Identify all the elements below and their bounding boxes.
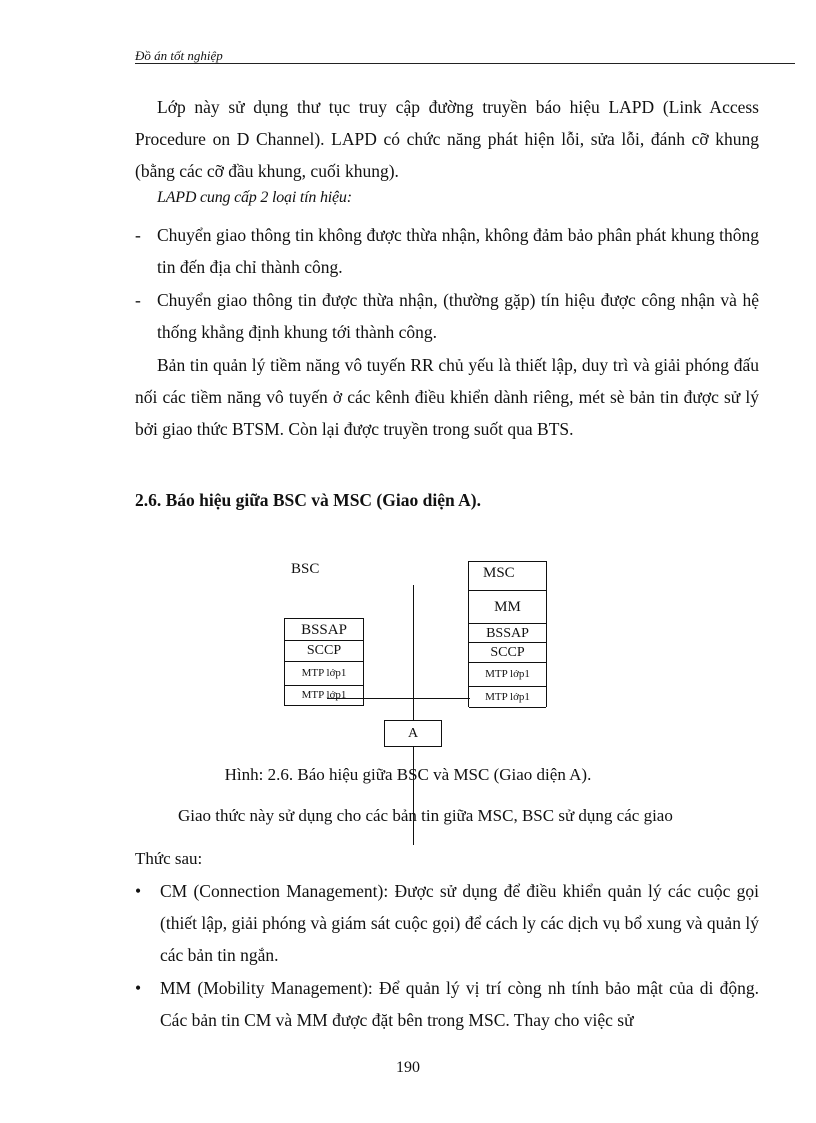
interface-a-label: A [407, 726, 419, 741]
lapd-signal-types-heading: LAPD cung cấp 2 loại tín hiệu: [157, 189, 352, 206]
dash-marker: - [135, 290, 141, 310]
bsc-mtp-layer: MTP lớp1 [285, 685, 363, 706]
interface-horizontal-line [327, 698, 470, 699]
dash-marker: - [135, 225, 141, 245]
bsc-stack [284, 618, 364, 706]
msc-bssap-layer: BSSAP [469, 623, 546, 642]
bsc-bssap-layer: BSSAP [301, 622, 347, 638]
list-item [135, 219, 759, 283]
list-item [135, 972, 759, 1036]
msc-mtp-layer: MTP lớp1 [469, 686, 546, 708]
bullet-marker: • [135, 978, 142, 998]
paragraph-following: Thức sau: [135, 849, 203, 868]
section-heading: 2.6. Báo hiệu giữa BSC và MSC (Giao diện A). [135, 490, 481, 510]
bullet-marker: • [135, 881, 142, 901]
header-divider [135, 63, 795, 64]
bsc-sccp-layer: SCCP [285, 640, 363, 661]
mm-layer: MM [469, 590, 546, 623]
paragraph-protocol: Giao thức này sử dụng cho các bản tin giữa MSC, BSC sử dụng các giao [178, 806, 673, 825]
msc-sccp-layer: SCCP [469, 642, 546, 662]
bsc-mtp-layer: MTP lớp1 [285, 661, 363, 685]
list-item-text: CM (Connection Management): Được sử dụng để điều khiển quản lý các cuộc gọi (thiết lập, giải phóng và giám sát cuộc gọi) để cách ly các dịch vụ bổ xung và quản lý các bản tin ngắn. [160, 881, 759, 965]
list-item-text: Chuyển giao thông tin được thừa nhận, (thường gặp) tín hiệu được công nhận và hệ thống khẳng định khung tới thành công. [157, 290, 759, 342]
page-number: 190 [396, 1059, 420, 1076]
interface-a-box [384, 720, 442, 747]
list-item-text: MM (Mobility Management): Để quản lý vị trí còng nh tính bảo mật của di động. Các bản tin CM và MM được đặt bên trong MSC. Thay cho việc sử [160, 978, 759, 1030]
list-item-text: Chuyển giao thông tin không được thừa nhận, không đảm bảo phân phát khung thông tin đến địa chỉ thành công. [157, 225, 759, 277]
figure-caption: Hình: 2.6. Báo hiệu giữa BSC và MSC (Giao diện A). [224, 765, 592, 784]
msc-label: MSC [483, 565, 515, 581]
list-item [135, 875, 759, 971]
paragraph-rr-messages: Bản tin quản lý tiềm năng vô tuyến RR chủ yếu là thiết lập, duy trì và giải phóng đấu nối các tiềm năng vô tuyến ở các kênh điều khiển dành riêng, mét sè bản tin được sử lý bởi giao thức BTSM. Còn lại được truyền trong suốt qua BTS. [135, 355, 759, 439]
msc-mtp-layer: MTP lớp1 [469, 662, 546, 686]
bsc-label: BSC [291, 561, 320, 577]
list-item [135, 284, 759, 348]
paragraph-lapd-intro: Lớp này sử dụng thư tục truy cập đường truyền báo hiệu LAPD (Link Access Procedure on D Channel). LAPD có chức năng phát hiện lỗi, sửa lỗi, đánh cỡ khung (bằng các cỡ đầu khung, cuối khung). [135, 97, 759, 181]
running-header: Đồ án tốt nghiệp [135, 48, 223, 63]
msc-stack [468, 561, 547, 707]
